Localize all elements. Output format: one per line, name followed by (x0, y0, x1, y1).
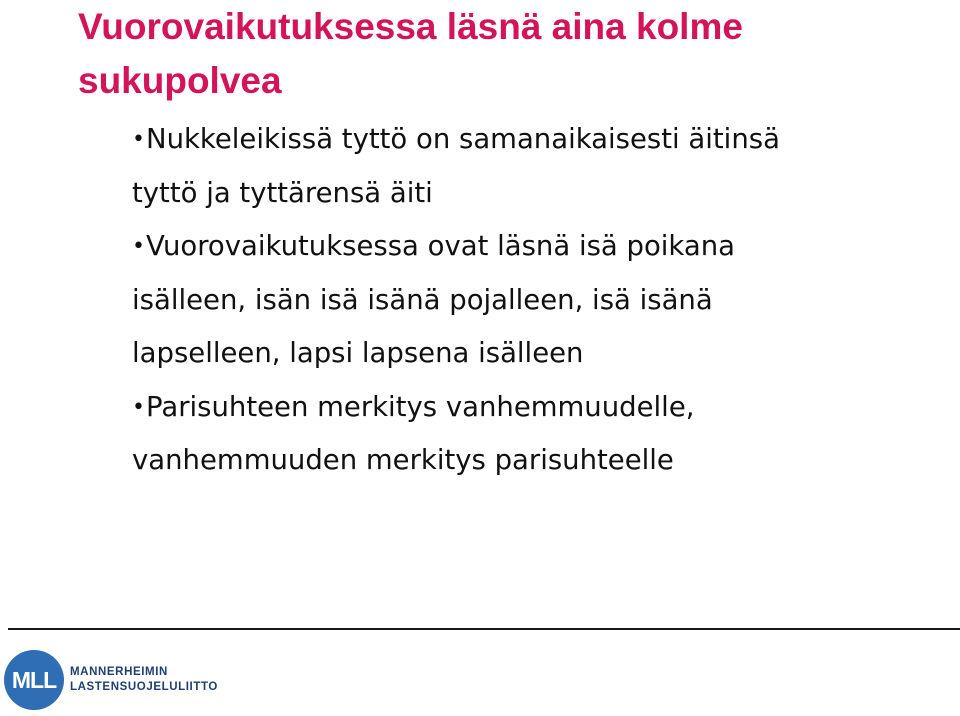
bullet-text: Nukkeleikissä tyttö on samanaikaisesti äitinsä (146, 123, 780, 155)
bullet-text: Vuorovaikutuksessa ovat läsnä isä poikana (146, 230, 736, 262)
logo-line-2: LASTENSUOJELULIITTO (70, 681, 218, 693)
bullet-line (132, 220, 932, 274)
bullet-icon: • (132, 234, 145, 259)
bullet-continuation-line: vanhemmuuden merkitys parisuhteelle (132, 444, 674, 476)
bullet-icon: • (132, 394, 145, 420)
bullet-line (132, 381, 932, 435)
footer-divider (8, 628, 960, 630)
logo-line-1: MANNERHEIMIN (70, 666, 168, 678)
mll-logo (4, 650, 218, 710)
mll-logo-text (70, 665, 218, 695)
bullet-text: Parisuhteen merkitys vanhemmuudelle, (146, 390, 695, 423)
bullet-line (132, 113, 932, 167)
bullet-list (132, 113, 932, 488)
bullet-icon: • (132, 127, 145, 152)
mll-logo-mark: MLL (4, 650, 64, 710)
bullet-continuation-line: lapselleen, lapsi lapsena isälleen (132, 337, 584, 369)
bullet-continuation-line: isälleen, isän isä isänä pojalleen, isä isänä (132, 283, 713, 316)
bullet-continuation-line: tyttö ja tyttärensä äiti (132, 176, 433, 209)
slide-title: Vuorovaikutuksessa läsnä aina kolme sukupolvea (78, 6, 743, 101)
